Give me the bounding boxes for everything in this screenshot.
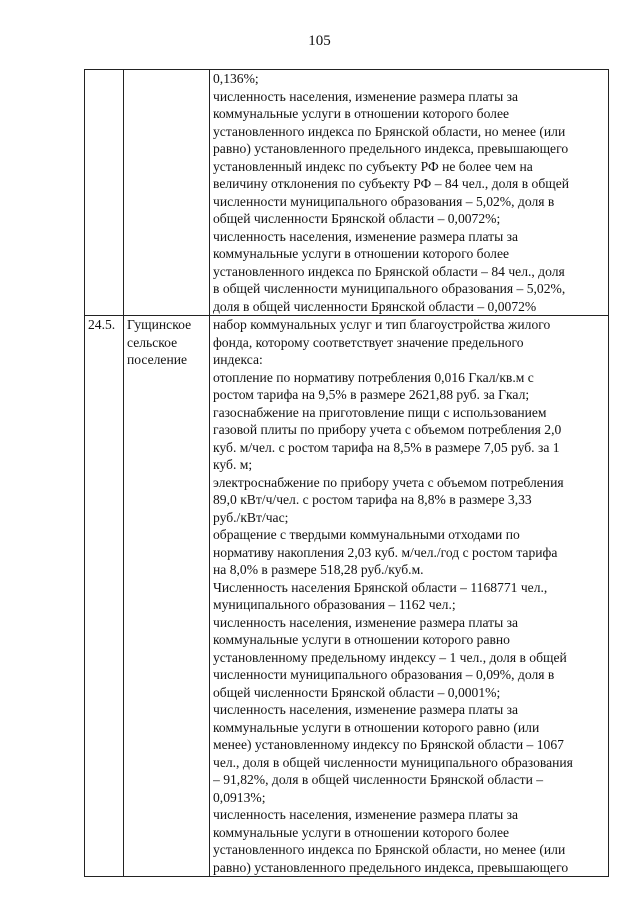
- text-line: общей численности Брянской области – 0,0001%;: [213, 684, 501, 700]
- text-line: общей численности Брянской области – 0,0072%;: [213, 211, 501, 226]
- text-line: величину отклонения по субъекту РФ – 84 чел., доля в общей: [213, 176, 570, 191]
- row-number-cell: 24.5.: [85, 316, 124, 877]
- text-line: куб. м;: [213, 457, 253, 472]
- text-line: фонда, которому соответствует значение предельного: [213, 334, 524, 350]
- municipality-name-cell: [124, 316, 210, 877]
- text-line: ростом тарифа на 9,5% в размере 2621,88 руб. за Гкал;: [213, 387, 530, 402]
- text-line: коммунальные услуги в отношении которого более: [213, 246, 510, 261]
- text-line: в общей численности муниципального образования – 5,02%,: [213, 281, 566, 296]
- text-line: на 8,0% в размере 518,28 руб./куб.м.: [213, 562, 424, 577]
- text-line: обращение с твердыми коммунальными отходами по: [213, 527, 520, 542]
- text-line: отопление по нормативу потребления 0,016 Гкал/кв.м с: [213, 369, 534, 385]
- text-line: численность населения, изменение размера платы за: [213, 614, 519, 630]
- municipality-name-line: поселение: [127, 352, 188, 367]
- text-line: чел., доля в общей численности муниципального образования: [213, 754, 573, 770]
- text-line: 89,0 кВт/ч/чел. с ростом тарифа на 8,8% в размере 3,33: [213, 492, 532, 507]
- text-line: коммунальные услуги в отношении которого равно: [213, 632, 510, 647]
- text-line: установленному предельному индексу – 1 чел., доля в общей: [213, 649, 567, 665]
- text-line: набор коммунальных услуг и тип благоустройства жилого: [213, 317, 551, 332]
- text-line: коммунальные услуги в отношении которого более: [213, 106, 510, 121]
- text-line: равно) установленного предельного индекса, превышающего: [213, 141, 569, 156]
- text-line: нормативу накопления 2,03 куб. м/чел./год с ростом тарифа: [213, 544, 558, 560]
- text-line: численность населения, изменение размера платы за: [213, 702, 519, 717]
- text-line: куб. м/чел. с ростом тарифа на 8,5% в размере 7,05 руб. за 1: [213, 439, 560, 455]
- text-line: установленного индекса по Брянской области – 84 чел., доля: [213, 263, 565, 279]
- text-line: установленный индекс по субъекту РФ не более чем на: [213, 158, 533, 174]
- row-number-cell: [85, 70, 124, 316]
- text-line: численности муниципального образования – 0,09%, доля в: [213, 667, 555, 682]
- text-line: численность населения, изменение размера платы за: [213, 88, 519, 104]
- document-table: [84, 69, 609, 877]
- text-line: 0,0913%;: [213, 789, 266, 805]
- text-line: коммунальные услуги в отношении которого равно (или: [213, 719, 540, 735]
- text-line: газоснабжение на приготовление пищи с использованием: [213, 404, 547, 420]
- text-line: Численность населения Брянской области – 1168771 чел.,: [213, 579, 548, 595]
- text-line: доля в общей численности Брянской области – 0,0072%: [213, 298, 537, 314]
- municipality-name-cell: [124, 70, 210, 316]
- text-line: индекса:: [213, 352, 263, 367]
- table-row: [85, 70, 609, 316]
- text-line: руб./кВт/час;: [213, 509, 289, 525]
- text-line: менее) установленному индексу по Брянской области – 1067: [213, 737, 564, 752]
- row-text-cell: [210, 70, 609, 316]
- text-line: численность населения, изменение размера платы за: [213, 228, 519, 244]
- text-line: муниципального образования – 1162 чел.;: [213, 597, 456, 612]
- municipality-name-line: Гущинское: [127, 317, 192, 332]
- row-text-cell: [210, 316, 609, 877]
- text-line: установленного индекса по Брянской области, но менее (или: [213, 842, 566, 857]
- text-line: электроснабжение по прибору учета с объемом потребления: [213, 474, 564, 490]
- text-line: 0,136%;: [213, 71, 259, 86]
- text-line: коммунальные услуги в отношении которого более: [213, 824, 510, 840]
- table-row: [85, 316, 609, 877]
- text-line: численности муниципального образования – 5,02%, доля в: [213, 193, 555, 209]
- text-line: установленного индекса по Брянской области, но менее (или: [213, 123, 566, 139]
- text-line: – 91,82%, доля в общей численности Брянской области –: [213, 772, 544, 787]
- text-line: газовой плиты по прибору учета с объемом потребления 2,0: [213, 422, 562, 437]
- municipality-name-line: сельское: [127, 334, 178, 350]
- text-line: численность населения, изменение размера платы за: [213, 807, 519, 822]
- page-number: 105: [308, 33, 331, 49]
- text-line: равно) установленного предельного индекса, превышающего: [213, 859, 569, 875]
